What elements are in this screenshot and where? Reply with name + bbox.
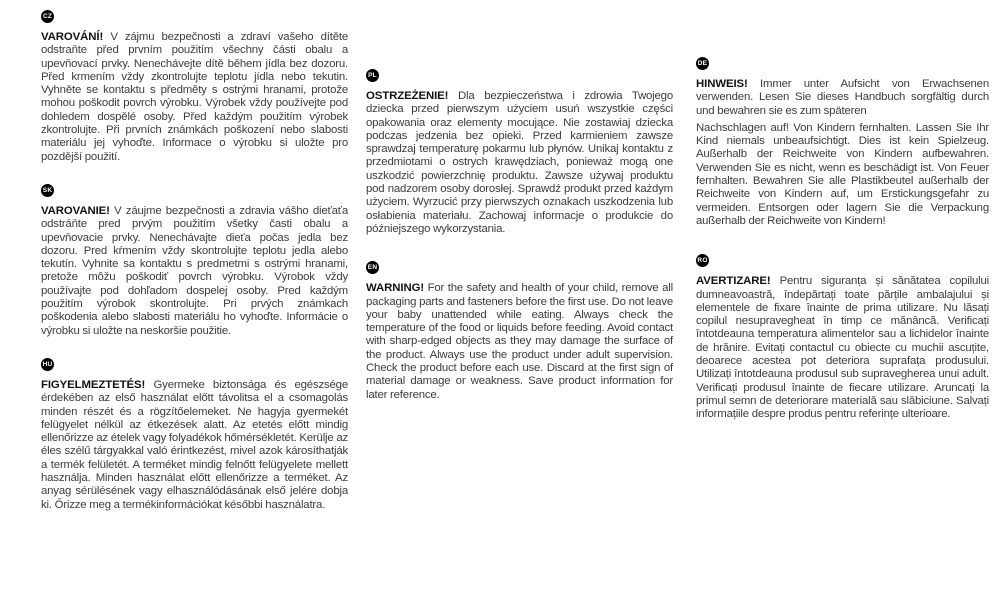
warning-heading-cz: VAROVÁNÍ! xyxy=(41,31,104,43)
warning-body-de: Immer unter Aufsicht von Erwachsenen verwenden. Lesen Sie dieses Handbuch sorgfältig durch und bewahren sie es zum späteren xyxy=(696,78,989,117)
warning-body-cz: V zájmu bezpečnosti a zdraví vašeho dítěte odstraňte před prvním použitím všechny části obalu a upevňovací prvky. Nenechávejte dítě během jídla bez dozoru. Před krmením vždy zkontrolujte teplotu jídla nebo tekutin. Vyhněte se kontaktu s předměty s ostrými hranami, protože mohou poškodit povrch výrobku. Výrobek vždy používejte pod dohledem dospělé osoby. Před každým použitím výrobek zkontrolujte. Při prvních známkách poškození nebo slabosti materiálu jej vyhoďte. Informace o výrobku si uložte pro pozdější použití. xyxy=(41,31,348,163)
warning-heading-de: HINWEIS! xyxy=(696,78,748,90)
warning-paragraph-en xyxy=(366,282,673,402)
section-hu xyxy=(41,358,348,512)
section-ro xyxy=(696,254,989,421)
warning-body-ro: Pentru siguranța și sănătatea copilului dumneavoastră, îndepărtați toate părțile ambalajului și elementele de fixare înainte de prima utilizare. Nu lăsați copilul nesupravegheat în timp ce mănâncă. Verificați întotdeauna temperatura alimentelor sau a lichidelor înainte de hrănire. Evitați contactul cu obiecte cu muchii ascuțite, deoarece acestea pot deteriora suprafața produsului. Utilizați întotdeauna produsul sub supravegherea unui adult. Verificați produsul înainte de fiecare utilizare. Aruncați la primul semn de deteriorare materială sau slăbiciune. Salvați informațiile despre produs pentru referințe ulterioare. xyxy=(696,275,989,421)
warning-heading-sk: VAROVANIE! xyxy=(41,204,110,217)
language-badge-en: EN xyxy=(366,261,379,274)
warning-paragraph-de xyxy=(696,78,989,118)
language-badge-de: DE xyxy=(696,57,709,70)
warning-body-en: For the safety and health of your child, remove all packaging parts and fasteners before the first use. Do not leave your baby unattended while eating. Always check the temperature of the food or liquids before feeding. Avoid contact with sharp-edged objects as they may damage the surface of the product. Always use the product under adult supervision. Check the product before each use. Discard at the first sign of material damage or weakness. Save product information for later reference. xyxy=(366,282,673,401)
warning-paragraph-ro xyxy=(696,275,989,421)
language-badge-pl: PL xyxy=(366,69,379,82)
warning-paragraph-cz xyxy=(41,31,348,164)
warning-body-hu: Gyermeke biztonsága és egészsége érdekében az első használat előtt távolitsa el a csomagolás minden részét és a rögzítőelemeket. Ne hagyja gyermekét felügyelet nélkül az étkezések alatt. Az etetés előtt mindig ellenőrizze az ételek vagy folyadékok hőmérsékletét. Kerülje az éles szélű tárgyakkal való érintkezést, mivel azok károsíthatják a termék felületét. A terméket mindig felnőtt felügyelete mellett használja. Minden használat előtt ellenőrizze a terméket. Az anyag sérülésének vagy elhasználódásának első jelére dobja ki. Őrizze meg a termékinformációkat későbbi használatra. xyxy=(41,378,348,511)
warning-heading-pl: OSTRZEŻENIE! xyxy=(366,90,449,102)
language-badge-ro: RO xyxy=(696,254,709,267)
column-middle xyxy=(366,0,673,402)
language-badge-cz: CZ xyxy=(41,10,54,23)
column-right xyxy=(696,0,989,422)
warning-paragraph-pl xyxy=(366,90,673,236)
warning-body-pl: Dla bezpieczeństwa i zdrowia Twojego dziecka przed pierwszym użyciem usuń wszystkie części opakowania oraz elementy mocujące. Nie zostawiaj dziecka podczas jedzenia bez opieki. Przed karmieniem zawsze sprawdzaj temperaturę pokarmu lub płynów. Unikaj kontaktu z przedmiotami o ostrych krawędziach, ponieważ mogą one uszkodzić powierzchnię produktu. Zawsze używaj produktu pod nadzorem osoby dorosłej. Sprawdź produkt przed każdym użyciem. Wyrzucić przy pierwszych oznakach uszkodzenia lub osłabienia materiału. Zachowaj informacje o produkcie do późniejszego wykorzystania. xyxy=(366,90,673,235)
warning-paragraph-de-2: Nachschlagen auf! Von Kindern fernhalten. Lassen Sie Ihr Kind niemals unbeaufsichtigt. Dies ist kein Spielzeug. Außerhalb der Reichweite von Kindern aufbewahren. Verwenden Sie es nicht, wenn es beschädigt ist. Von Feuer fernhalten. Bewahren Sie alle Plastikbeutel außerhalb der Reichweite von Kindern auf, um Erstickungsgefahr zu vermeiden. Entsorgen oder lagern Sie die Verpackung außerhalb der Reichweite von Kindern! xyxy=(696,121,989,227)
warning-body-sk: V záujme bezpečnosti a zdravia vášho dieťaťa odstráňte pred prvým použitím všetky časti obalu a upevňovacie prvky. Nenechávajte dieťa počas jedla bez dozoru. Pred kŕmením vždy skontrolujte teplotu jedla alebo tekutín. Vyhnite sa kontaktu s predmetmi s ostrými hranami, pretože môžu poškodiť povrch výrobku. Výrobok vždy používajte pod dohľadom dospelej osoby. Pred každým použitím výrobok skontrolujte. Pri prvých známkach poškodenia alebo slabosti materiálu ho vyhoďte. Informácie o výrobku si uložte na neskoršie použitie. xyxy=(41,204,348,337)
warning-paragraph-hu xyxy=(41,379,348,512)
warning-heading-en: WARNING! xyxy=(366,282,425,295)
section-pl xyxy=(366,69,673,236)
warning-heading-ro: AVERTIZARE! xyxy=(696,275,771,288)
warning-paragraph-sk xyxy=(41,205,348,338)
section-sk xyxy=(41,184,348,338)
section-cz xyxy=(41,10,348,164)
language-badge-sk: SK xyxy=(41,184,54,197)
warning-heading-hu: FIGYELMEZTETÉS! xyxy=(41,378,146,391)
section-de xyxy=(696,57,989,228)
column-left xyxy=(41,0,348,512)
language-badge-hu: HU xyxy=(41,358,54,371)
section-en xyxy=(366,261,673,402)
